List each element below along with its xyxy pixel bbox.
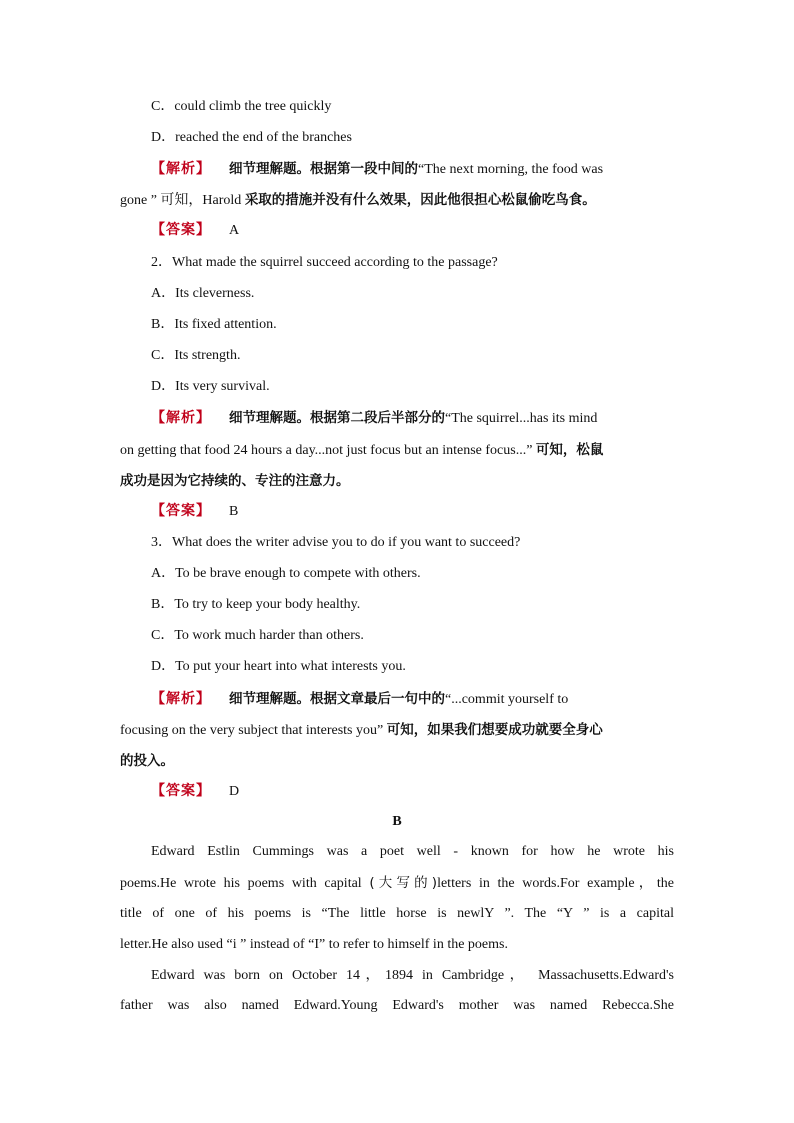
question-stem: 3．What does the writer advise you to do if you want to succeed?	[151, 535, 521, 550]
passage-line: father was also named Edward.Young Edward's mother was named Rebecca.She	[120, 998, 674, 1013]
answer-line	[151, 502, 674, 522]
analysis-text-cn: 可知，如果我们想要成功就要全身心	[386, 722, 603, 738]
analysis-line	[151, 408, 674, 429]
answer-line	[151, 221, 674, 241]
answer-tag: 【答案】	[151, 784, 211, 799]
option-a: A．Its cleverness.	[151, 286, 255, 301]
passage-line: Edward was born on October 14，1894 in Cambridge， Massachusetts.Edward's	[151, 968, 674, 983]
option-d: D．To put your heart into what interests you.	[151, 659, 406, 674]
analysis-tag: 【解析】	[151, 411, 211, 426]
analysis-tag: 【解析】	[151, 162, 211, 177]
analysis-text-en: “The squirrel...has its mind	[445, 411, 598, 426]
analysis-text-en: “The next morning, the food was	[418, 162, 604, 177]
passage-text: letters in the words.For example，the	[437, 876, 674, 891]
answer-value: D	[229, 784, 240, 799]
option-c: C．Its strength.	[151, 348, 241, 363]
analysis-text-en: on getting that food 24 hours a day...not just focus but an intense focus...”	[120, 443, 536, 458]
option-b: B．Its fixed attention.	[151, 317, 277, 332]
analysis-text-en: focusing on the very subject that interests you”	[120, 723, 387, 738]
analysis-text-cn: 细节理解题。根据第一段中间的	[229, 161, 418, 177]
analysis-line	[120, 471, 674, 492]
option-a: A．To be brave enough to compete with others.	[151, 566, 421, 581]
analysis-tag: 【解析】	[151, 692, 211, 707]
analysis-line	[151, 159, 674, 180]
section-heading: B	[392, 814, 402, 829]
analysis-line	[151, 689, 674, 710]
option-b: B．To try to keep your body healthy.	[151, 597, 361, 612]
analysis-line	[120, 440, 674, 461]
answer-value: B	[229, 504, 239, 519]
option-c: C．could climb the tree quickly	[151, 99, 332, 114]
option-d: D．Its very survival.	[151, 379, 270, 394]
analysis-text-cn: 的投入。	[120, 753, 174, 769]
passage-line: letter.He also used “i ” instead of “I” to refer to himself in the poems.	[120, 937, 508, 952]
answer-value: A	[229, 223, 240, 238]
answer-tag: 【答案】	[151, 504, 211, 519]
analysis-text-en: gone ” 可知，Harold	[120, 193, 245, 208]
analysis-text-cn: 可知，松鼠	[535, 442, 604, 458]
analysis-text-cn: 细节理解题。根据第二段后半部分的	[229, 410, 445, 426]
passage-line: title of one of his poems is “The little horse is newlY ”. The “Y ” is a capital	[120, 906, 674, 921]
passage-line	[120, 873, 674, 894]
answer-line	[151, 782, 674, 802]
option-d: D．reached the end of the branches	[151, 130, 352, 145]
option-c: C．To work much harder than others.	[151, 628, 364, 643]
question-stem: 2．What made the squirrel succeed according to the passage?	[151, 255, 498, 270]
analysis-line	[120, 190, 674, 211]
passage-text: poems.He wrote his poems with capital	[120, 876, 370, 891]
passage-line: Edward Estlin Cummings was a poet well - known for how he wrote his	[151, 844, 674, 859]
passage-gloss: (大写的)	[369, 875, 438, 891]
analysis-text-cn: 成功是因为它持续的、专注的注意力。	[120, 473, 350, 489]
analysis-line	[120, 751, 674, 772]
analysis-text-cn: 细节理解题。根据文章最后一句中的	[229, 691, 445, 707]
analysis-text-cn: 采取的措施并没有什么效果，因此他很担心松鼠偷吃鸟食。	[244, 192, 596, 208]
analysis-text-en: “...commit yourself to	[445, 692, 569, 707]
analysis-line	[120, 720, 674, 741]
answer-tag: 【答案】	[151, 223, 211, 238]
